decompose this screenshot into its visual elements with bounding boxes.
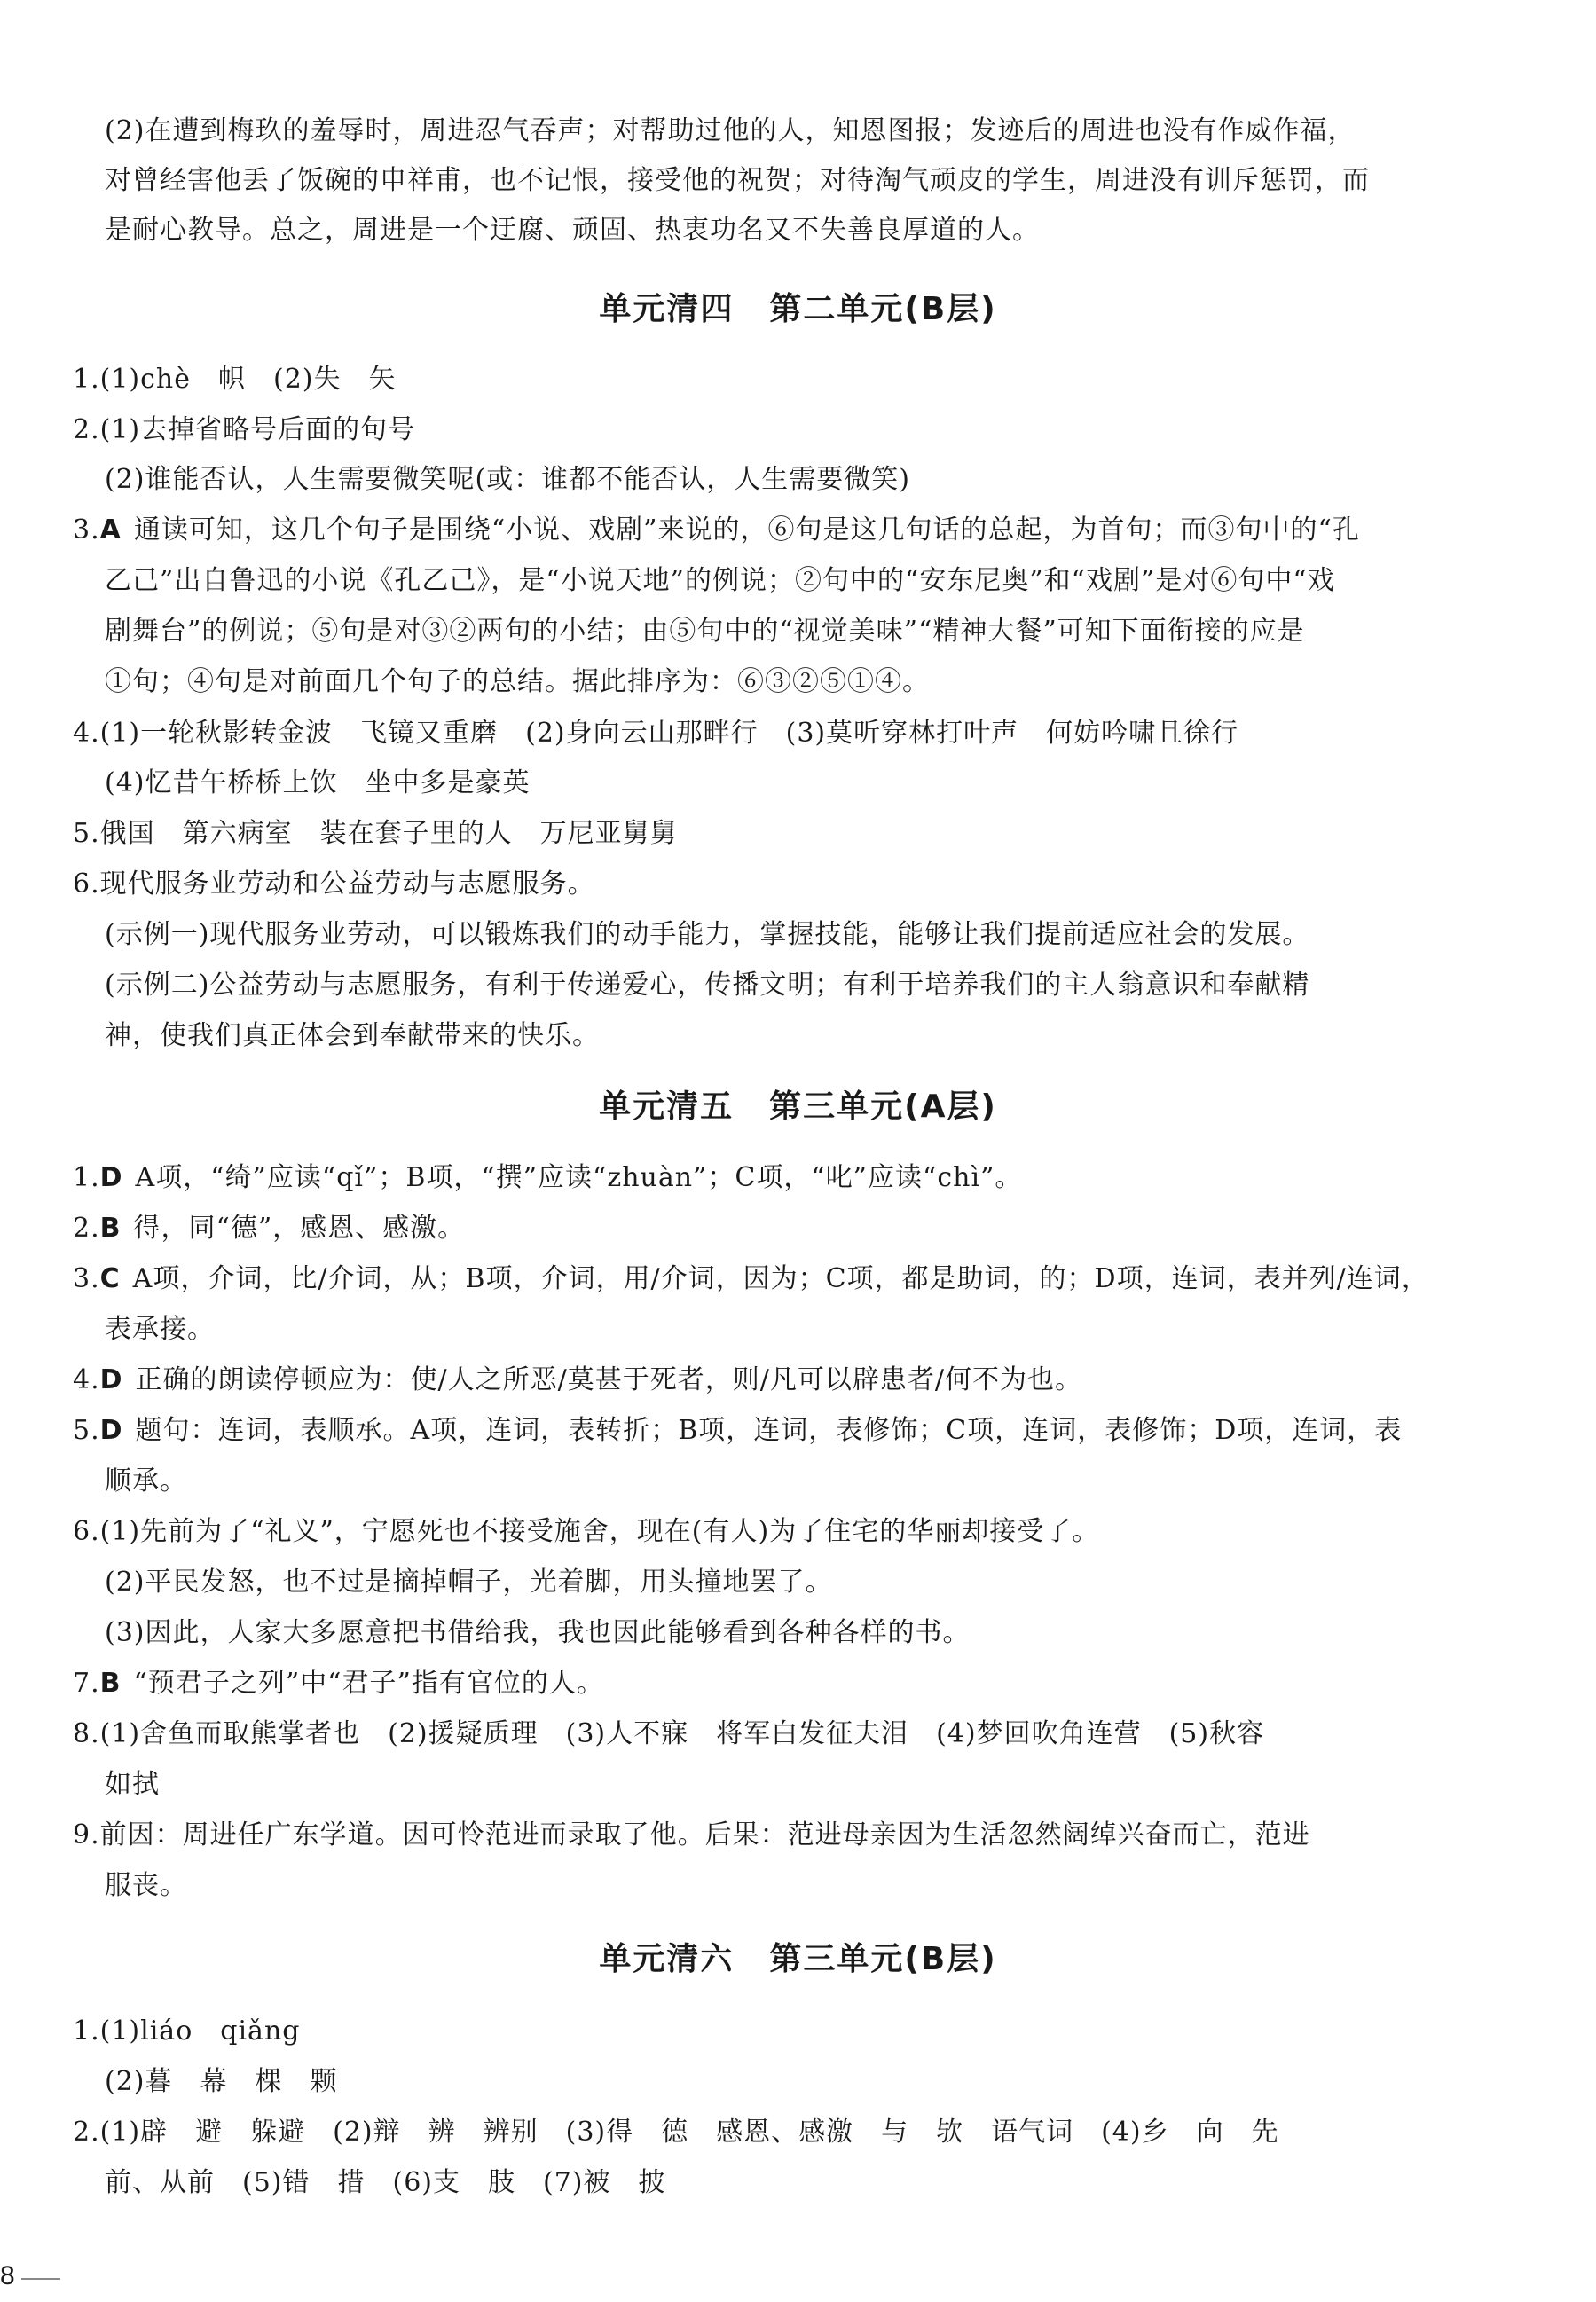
answer-line bbox=[73, 1666, 604, 1701]
answer-line: 神，使我们真正体会到奉献带来的快乐。 bbox=[105, 1020, 600, 1051]
answer-line bbox=[73, 1211, 465, 1246]
question-number: 3. bbox=[73, 1263, 100, 1294]
section-heading-5 bbox=[0, 1087, 1596, 1127]
explanation-text: A项，介词，比/介词，从；B项，介词，用/介词，因为；C项，都是助词，的；D项，连词，表并列/连词， bbox=[132, 1263, 1429, 1294]
answer-line: 9.前因：周进任广东学道。因可怜范进而录取了他。后果：范进母亲因为生活忽然阔绰兴奋而亡，范进 bbox=[73, 1819, 1310, 1850]
answer-line bbox=[73, 1413, 1402, 1449]
paragraph-line: (2)在遭到梅玖的羞辱时，周进忍气吞声；对帮助过他的人，知恩图报；发迹后的周进也没有作威作福， bbox=[105, 115, 1356, 146]
answer-choice: A bbox=[99, 515, 122, 546]
answer-choice: B bbox=[99, 1668, 122, 1699]
explanation-text: 得，同“德”，感恩、感激。 bbox=[133, 1213, 466, 1244]
section-subtitle: 第三单元(A层) bbox=[769, 1088, 997, 1125]
paragraph-line: 是耐心教导。总之，周进是一个迂腐、顽固、热衷功名又不失善良厚道的人。 bbox=[105, 215, 1040, 246]
question-number: 2. bbox=[73, 1213, 100, 1244]
explanation-text: 题句：连词，表顺承。A项，连词，表转折；B项，连词，表修饰；C项，连词，表修饰；D项，连词，表 bbox=[135, 1415, 1403, 1446]
answer-line: 2.(1)去掉省略号后面的句号 bbox=[73, 414, 416, 445]
answer-line: 顺承。 bbox=[105, 1465, 187, 1497]
answer-choice: D bbox=[99, 1415, 123, 1446]
paragraph-line: 对曾经害他丢了饭碗的申祥甫，也不记恨，接受他的祝贺；对待淘气顽皮的学生，周进没有训斥惩罚，而 bbox=[105, 165, 1370, 196]
section-title: 单元清五 bbox=[599, 1088, 735, 1125]
explanation-text: “预君子之列”中“君子”指有官位的人。 bbox=[133, 1668, 604, 1699]
answer-line bbox=[73, 513, 1360, 548]
answer-line: (4)忆昔午桥桥上饮 坐中多是豪英 bbox=[105, 767, 531, 798]
question-number: 7. bbox=[73, 1668, 100, 1699]
answer-line: (示例二)公益劳动与志愿服务，有利于传递爱心，传播文明；有利于培养我们的主人翁意识和奉献精 bbox=[105, 970, 1310, 1001]
answer-line bbox=[73, 1261, 1429, 1297]
answer-line: 1.(1)chè 帜 (2)失 矢 bbox=[73, 364, 397, 395]
answer-line bbox=[73, 1160, 1022, 1196]
answer-line: 8.(1)舍鱼而取熊掌者也 (2)援疑质理 (3)人不寐 将军白发征夫泪 (4)梦回吹角连营 (5)秋容 bbox=[73, 1718, 1265, 1749]
answer-line: 前、从前 (5)错 措 (6)支 肢 (7)被 披 bbox=[105, 2167, 666, 2198]
answer-choice: D bbox=[99, 1364, 123, 1395]
answer-line: (3)因此，人家大多愿意把书借给我，我也因此能够看到各种各样的书。 bbox=[105, 1617, 971, 1648]
answer-line: 2.(1)辟 避 躲避 (2)辩 辨 辨别 (3)得 德 感恩、感激 与 欤 语气词 (4)乡 向 先 bbox=[73, 2117, 1279, 2148]
answer-choice: C bbox=[99, 1263, 121, 1294]
section-heading-4 bbox=[0, 289, 1596, 330]
answer-line: 剧舞台”的例说；⑤句是对③②两句的小结；由⑤句中的“视觉美味”“精神大餐”可知下面衔接的应是 bbox=[105, 616, 1305, 647]
section-subtitle: 第三单元(B层) bbox=[769, 1941, 997, 1977]
answer-line: 乙己”出自鲁迅的小说《孔乙己》，是“小说天地”的例说；②句中的“安东尼奥”和“戏剧”是对⑥句中“戏 bbox=[105, 565, 1335, 596]
question-number: 3. bbox=[73, 515, 100, 546]
answer-line: 如拭 bbox=[105, 1769, 160, 1800]
answer-line: 表承接。 bbox=[105, 1314, 215, 1345]
explanation-text: 正确的朗读停顿应为：使/人之所恶/莫甚于死者，则/凡可以辟患者/何不为也。 bbox=[135, 1364, 1082, 1395]
section-subtitle: 第二单元(B层) bbox=[769, 291, 997, 327]
question-number: 5. bbox=[73, 1415, 100, 1446]
answer-line: 6.现代服务业劳动和公益劳动与志愿服务。 bbox=[73, 868, 595, 900]
answer-line: 服丧。 bbox=[105, 1870, 187, 1901]
explanation-text: A项，“绮”应读“qǐ”；B项，“撰”应读“zhuàn”；C项，“叱”应读“chì”。 bbox=[135, 1162, 1023, 1193]
question-number: 4. bbox=[73, 1364, 100, 1395]
answer-line: 4.(1)一轮秋影转金波 飞镜又重磨 (2)身向云山那畔行 (3)莫听穿林打叶声 何妨吟啸且徐行 bbox=[73, 718, 1239, 749]
question-number: 1. bbox=[73, 1162, 100, 1193]
answer-line: (2)平民发怒，也不过是摘掉帽子，光着脚，用头撞地罢了。 bbox=[105, 1567, 833, 1598]
page-number-rule bbox=[21, 2278, 60, 2280]
section-title: 单元清四 bbox=[599, 291, 735, 327]
section-title: 单元清六 bbox=[599, 1941, 735, 1977]
answer-line bbox=[73, 1363, 1082, 1398]
answer-choice: D bbox=[99, 1162, 123, 1193]
answer-line: (2)谁能否认，人生需要微笑呢(或：谁都不能否认，人生需要微笑) bbox=[105, 464, 910, 495]
answer-line: (示例一)现代服务业劳动，可以锻炼我们的动手能力，掌握技能，能够让我们提前适应社会的发展。 bbox=[105, 919, 1310, 950]
explanation-text: 通读可知，这几个句子是围绕“小说、戏剧”来说的，⑥句是这几句话的总起，为首句；而③句中的“孔 bbox=[133, 515, 1360, 546]
answer-line: 6.(1)先前为了“礼义”，宁愿死也不接受施舍，现在(有人)为了住宅的华丽却接受了。 bbox=[73, 1516, 1100, 1547]
page-number: 8 bbox=[0, 2261, 15, 2290]
answer-line: ①句；④句是对前面几个句子的总结。据此排序为：⑥③②⑤①④。 bbox=[105, 666, 930, 697]
answer-line: 5.俄国 第六病室 装在套子里的人 万尼亚舅舅 bbox=[73, 818, 678, 849]
answer-choice: B bbox=[99, 1213, 122, 1244]
section-heading-6 bbox=[0, 1939, 1596, 1980]
answer-line: 1.(1)liáo qiǎng bbox=[73, 2015, 301, 2047]
answer-line: (2)暮 幕 棵 颗 bbox=[105, 2066, 338, 2097]
